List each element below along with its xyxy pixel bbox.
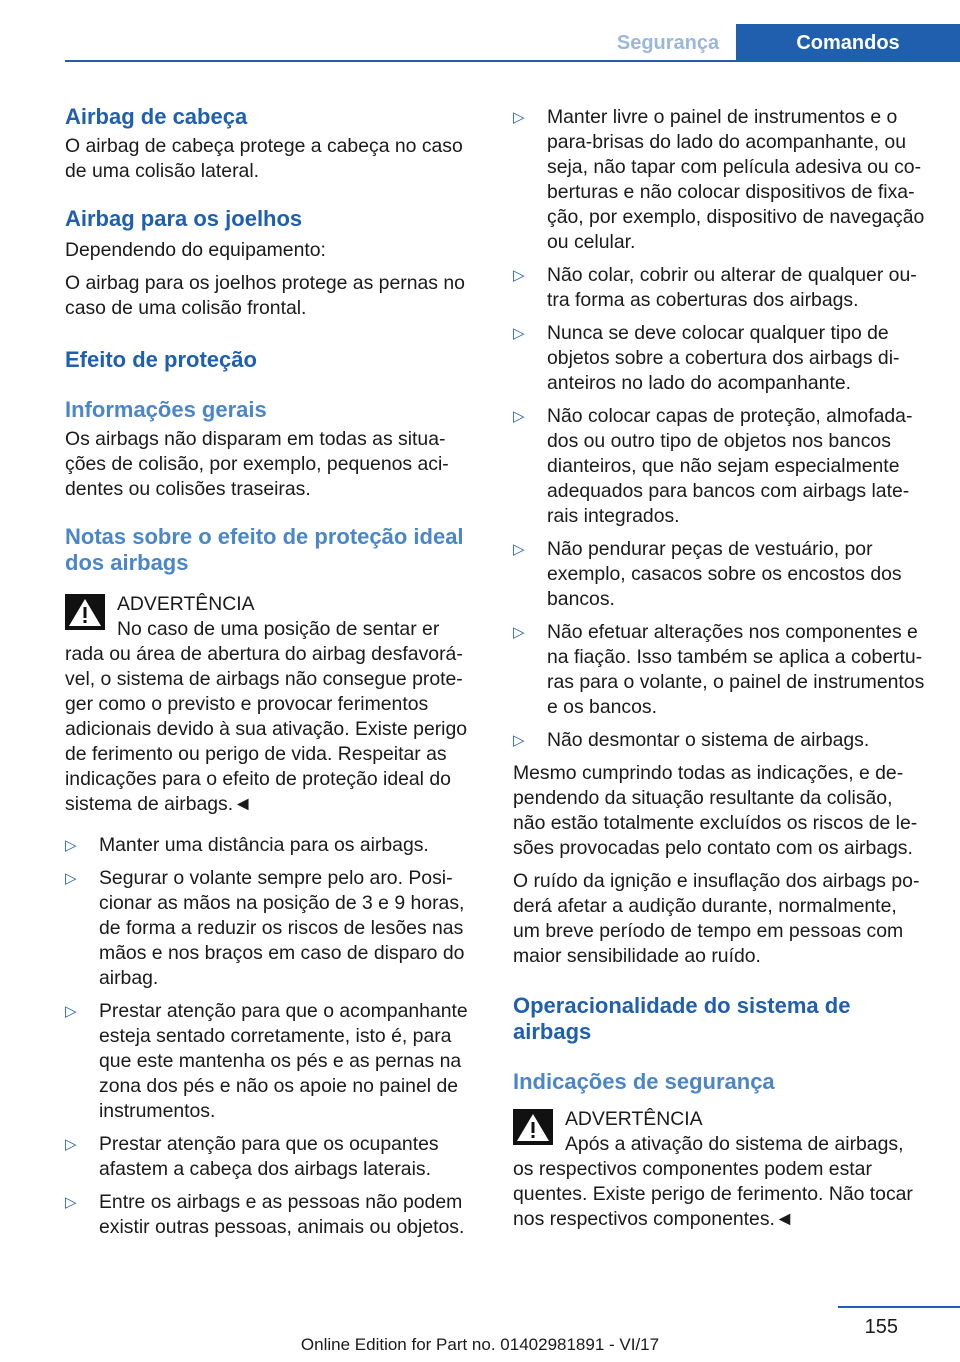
warning-icon: [65, 594, 105, 630]
list-item: ▷ Não colar, cobrir ou alterar de qualquer outra forma as coberturas dos airbags.: [513, 264, 917, 311]
list-item: ▷ Prestar atenção para que o acompanhante esteja sentado corretamente, isto é, para que este mantenha os pés e as pernas na zona dos pés e não os apoie no painel de instrumentos.: [65, 1000, 468, 1122]
triangle-bullet-icon: ▷: [513, 109, 525, 126]
list-item: ▷ Manter livre o painel de instrumentos e o para-brisas do lado do acompanhante, ou seja, não tapar com película adesiva ou coberturas e não colocar dispositivos de fixação, por exemplo, dispositivo de navegação ou celular.: [513, 106, 925, 253]
triangle-bullet-icon: ▷: [513, 732, 525, 749]
bullet-list-right: [513, 105, 927, 753]
list-item: ▷ Segurar o volante sempre pelo aro. Posicionar as mãos na posição de 3 e 9 horas, de forma a reduzir os riscos de lesões nas mãos e nos braços em caso de disparo do airbag.: [65, 867, 465, 989]
warning-title: ADVERTÊNCIA: [117, 593, 255, 615]
bullet-list-left: [65, 833, 477, 1240]
warning-text: os respectivos componentes podem estar quentes. Existe perigo de ferimento. Não tocar nos respectivos componentes.◄: [513, 1158, 913, 1230]
paragraph-airbag-cabeca: O airbag de cabeça protege a cabeça no caso de uma colisão lateral.: [65, 135, 463, 182]
edition-footer: Online Edition for Part no. 01402981891 - VI/17: [300, 1335, 660, 1354]
warning-block-left: [65, 592, 477, 817]
list-item: ▷ Manter uma distância para os airbags.: [65, 834, 429, 856]
triangle-bullet-icon: ▷: [513, 325, 525, 342]
triangle-bullet-icon: ▷: [65, 837, 77, 854]
warning-icon: [513, 1109, 553, 1145]
triangle-bullet-icon: ▷: [513, 267, 525, 284]
list-item: ▷ Nunca se deve colocar qualquer tipo de objetos sobre a cobertura dos airbags dianteiros no lado do acompanhante.: [513, 322, 900, 394]
warning-text-first-line: No caso de uma posição de sentar er: [117, 618, 440, 640]
list-item: ▷ Prestar atenção para que os ocupantes afastem a cabeça dos airbags laterais.: [65, 1133, 439, 1180]
heading-efeito-protecao: Efeito de proteção: [65, 347, 257, 372]
section-tab-comandos: Comandos: [736, 24, 960, 62]
triangle-bullet-icon: ▷: [65, 1003, 77, 1020]
list-item: ▷ Não efetuar alterações nos componentes e na fiação. Isso também se aplica a coberturas para o volante, o painel de instrumentos e os bancos.: [513, 621, 925, 718]
heading-notas-efeito: Notas sobre o efeito de proteção ideal dos airbags: [65, 524, 464, 575]
page-number: 155: [864, 1316, 898, 1338]
paragraph-airbag-joelhos: O airbag para os joelhos protege as pernas no caso de uma colisão frontal.: [65, 272, 465, 319]
triangle-bullet-icon: ▷: [513, 408, 525, 425]
list-item: ▷ Entre os airbags e as pessoas não podem existir outras pessoas, animais ou objetos.: [65, 1191, 465, 1238]
warning-title: ADVERTÊNCIA: [565, 1108, 703, 1130]
warning-block-right: [513, 1107, 927, 1232]
warning-text-first-line: Após a ativação do sistema de airbags,: [565, 1133, 904, 1155]
triangle-bullet-icon: ▷: [65, 1194, 77, 1211]
page-header: [0, 0, 960, 62]
paragraph-equipamento: Dependendo do equipamento:: [65, 239, 326, 261]
heading-operacionalidade: Operacionalidade do sistema de airbags: [513, 993, 851, 1044]
heading-airbag-joelhos: Airbag para os joelhos: [65, 206, 303, 231]
footer-rule: [838, 1306, 960, 1308]
list-item: ▷ Não colocar capas de proteção, almofadados ou outro tipo de objetos nos bancos dianteiros, que não sejam especialmente adequados para bancos com airbags laterais integrados.: [513, 405, 913, 527]
paragraph-informacoes: Os airbags não disparam em todas as situações de colisão, por exemplo, pequenos acidentes ou colisões traseiras.: [65, 428, 449, 500]
right-column: [513, 100, 927, 1232]
triangle-bullet-icon: ▷: [65, 1136, 77, 1153]
triangle-bullet-icon: ▷: [65, 870, 77, 887]
triangle-bullet-icon: ▷: [513, 624, 525, 641]
triangle-bullet-icon: ▷: [513, 541, 525, 558]
heading-informacoes-gerais: Informações gerais: [65, 397, 267, 422]
paragraph-ruido: O ruído da ignição e insuflação dos airbags poderá afetar a audição durante, normalmente, um breve período de tempo em pessoas com maior sensibilidade ao ruído.: [513, 870, 920, 967]
list-item: ▷ Não pendurar peças de vestuário, por exemplo, casacos sobre os encostos dos bancos.: [513, 538, 902, 610]
heading-indicacoes-seguranca: Indicações de segurança: [513, 1069, 775, 1094]
header-rule: [65, 60, 960, 62]
warning-text: rada ou área de abertura do airbag desfavorável, o sistema de airbags não consegue proteger como o previsto e provocar ferimentos adicionais devido à sua ativação. Existe perigo de ferimento ou perigo de vida. Respeitar as indicações para o efeito de proteção ideal do sistema de airbags.◄: [65, 643, 468, 815]
left-column: [65, 100, 477, 1248]
section-tab-seguranca: Segurança: [616, 32, 720, 54]
paragraph-cumprindo: Mesmo cumprindo todas as indicações, e dependendo da situação resultante da colisão, não estão totalmente excluídos os riscos de lesões provocadas pelo contato com os airbags.: [513, 762, 918, 859]
list-item: ▷ Não desmontar o sistema de airbags.: [513, 729, 870, 751]
heading-airbag-cabeca: Airbag de cabeça: [65, 104, 248, 129]
